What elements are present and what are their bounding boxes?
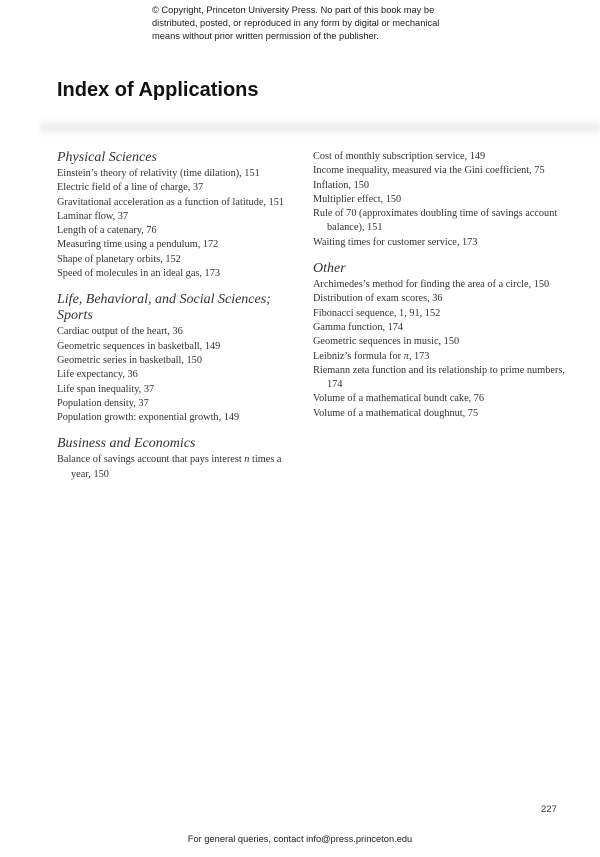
entry-text: , 173	[408, 350, 430, 362]
section-business	[57, 436, 302, 482]
copyright-line: © Copyright, Princeton University Press. No part of this book may be	[152, 5, 435, 15]
index-entry: Gamma function, 174	[313, 321, 404, 333]
page-number: 227	[541, 804, 557, 815]
entry-italic: π	[403, 350, 409, 362]
section-heading: Business and Economics	[57, 436, 196, 452]
index-entry: Electric field of a line of charge, 37	[57, 182, 204, 194]
copyright-line: distributed, posted, or reproduced in any form by digital or mechanical	[152, 18, 440, 28]
copyright-line: means without prior written permission of the publisher.	[152, 31, 379, 41]
index-entry: Gravitational acceleration as a function of latitude, 151	[57, 196, 285, 208]
section-physical-sciences	[57, 150, 302, 281]
index-entry	[57, 453, 302, 482]
index-entry: Geometric series in basketball, 150	[57, 354, 202, 366]
index-entry: Archimedes’s method for finding the area of a circle, 150	[313, 279, 550, 291]
index-entry: Volume of a mathematical doughnut, 75	[313, 407, 479, 419]
section-heading: Other	[313, 261, 346, 277]
index-entry: Geometric sequences in basketball, 149	[57, 340, 221, 352]
index-entry: Length of a catenary, 76	[57, 225, 157, 237]
index-entry: Multiplier effect, 150	[313, 193, 402, 205]
section-business-continued	[313, 150, 575, 250]
index-entry: Population growth: exponential growth, 149	[57, 412, 240, 424]
index-entry: Life expectancy, 36	[57, 369, 138, 381]
section-life-sciences	[57, 292, 302, 425]
section-heading: Physical Sciences	[57, 150, 157, 165]
index-entry: Population density, 37	[57, 397, 149, 409]
index-entry: Laminar flow, 37	[57, 210, 129, 222]
index-entry: Life span inequality, 37	[57, 383, 155, 395]
index-entry: Measuring time using a pendulum, 172	[57, 239, 219, 251]
index-entry: Einstein’s theory of relativity (time dilation), 151	[57, 168, 260, 179]
right-column	[313, 150, 575, 432]
index-entry: Speed of molecules in an ideal gas, 173	[57, 268, 220, 280]
index-entry: Cost of monthly subscription service, 149	[313, 151, 486, 162]
section-heading: Life, Behavioral, and Social Sciences; Sports	[57, 292, 271, 324]
left-column	[57, 150, 302, 493]
copyright-notice	[152, 4, 439, 43]
title-divider	[40, 118, 600, 136]
index-entry: Riemann zeta function and its relationship to prime numbers, 174	[313, 364, 565, 391]
index-entry	[313, 350, 575, 364]
entry-text: Leibniz’s formula for	[313, 350, 404, 362]
index-entry: Income inequality, measured via the Gini coefficient, 75	[313, 165, 545, 177]
entry-text: times a year, 150	[71, 454, 282, 480]
index-entry: Geometric sequences in music, 150	[313, 336, 460, 348]
index-entry: Waiting times for customer service, 173	[313, 236, 478, 248]
index-entry: Distribution of exam scores, 36	[313, 293, 443, 305]
index-entry: Shape of planetary orbits, 152	[57, 253, 181, 265]
section-other	[313, 261, 575, 421]
index-entry: Inflation, 150	[313, 179, 370, 191]
footer-contact: For general queries, contact info@press.princeton.edu	[187, 834, 413, 844]
index-entry: Rule of 70 (approximates doubling time of savings account balance), 151	[313, 208, 558, 234]
entry-italic: n	[244, 454, 250, 466]
index-entry: Fibonacci sequence, 1, 91, 152	[313, 307, 441, 319]
page-title: Index of Applications	[57, 79, 259, 101]
entry-text: Balance of savings account that pays interest	[57, 454, 245, 466]
index-entry: Volume of a mathematical bundt cake, 76	[313, 393, 485, 405]
index-entry: Cardiac output of the heart, 36	[57, 326, 183, 338]
